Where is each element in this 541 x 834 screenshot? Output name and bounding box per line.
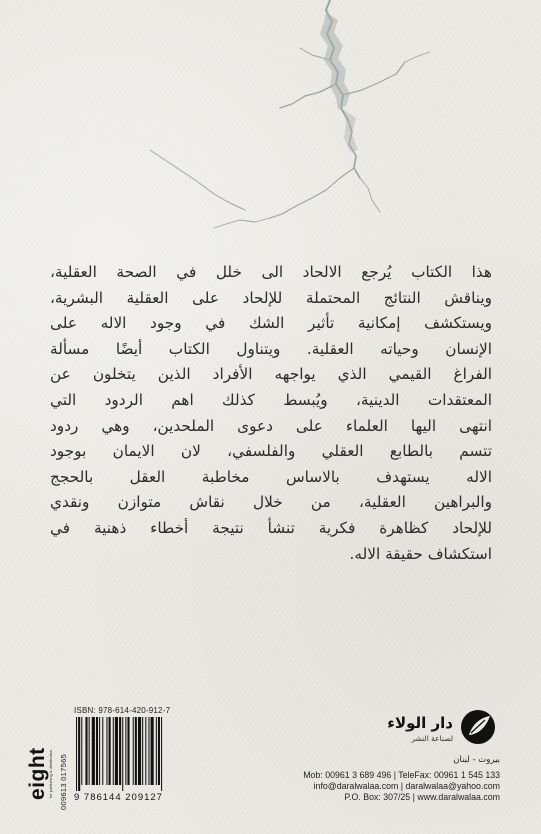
publisher-name: دار الولاء [387,714,453,732]
blurb-line: ويستكشف إمكانية تأثير الشك في وجود الاله على [50,314,492,333]
imprint-code: 009613 017565 [59,753,68,810]
imprint-wordmark: eight [26,747,49,800]
blurb-line: الإنسان وحياته العقلية. ويتناول الكتاب أيضًا مسألة [50,339,492,358]
publisher-tagline: لصناعة النشر [411,734,453,743]
blurb-line: والبراهين العقلية، من خلال نقاش متوازن ونقدي [50,493,492,512]
publisher-brand [347,708,497,748]
blurb-line: ويناقش النتائج المحتملة للإلحاد على العقلية البشرية، [50,288,492,307]
pobox-line: P.O. Box: 307/25 | www.daralwalaa.com [344,792,500,802]
imprint-logo [24,740,68,810]
blurb-line: تتسم بالطابع العقلي والفلسفي، لان الايمان بوجود [50,442,492,461]
barcode-icon [74,717,216,791]
blurb-line: المعتقدات الدينية، ويُبسط كذلك اهم الردود التي [50,390,492,409]
barcode-digits: 9 786144 209127 [74,792,163,803]
blurb-line: الفراغ القيمي الذي يواجهه الأفراد الذين يتخلون عن [50,365,492,384]
publisher-contact [260,755,500,803]
crack-decoration [0,0,541,260]
imprint-subtext: for publishing & distribution [48,749,53,798]
blurb-line: استكشاف حقيقة الاله. [349,544,492,563]
back-cover-blurb [50,260,492,567]
publisher-city: بيروت - لبنان [453,755,500,765]
blurb-line: للإلحاد كظاهرة فكرية تنشأ نتيجة أخطاء ذهنية في [50,518,492,537]
blurb-line: هذا الكتاب يُرجع الالحاد الى خلل في الصحة العقلية، [50,263,492,281]
blurb-line: الاله يستهدف بالاساس مخاطبة العقل بالحجج [50,467,492,486]
leaf-drop-logo-icon [459,708,497,746]
isbn-barcode [74,706,218,803]
blurb-line: انتهى اليها العلماء على دعوى الملحدين، وهي ردود [50,416,492,435]
isbn-label: ISBN: 978-614-420-912-7 [74,706,171,715]
phone-line: Mob: 00961 3 689 496 | TeleFax: 00961 1 545 133 [303,770,500,780]
email-line: info@daralwalaa.com | daralwalaa@yahoo.com [313,781,500,791]
